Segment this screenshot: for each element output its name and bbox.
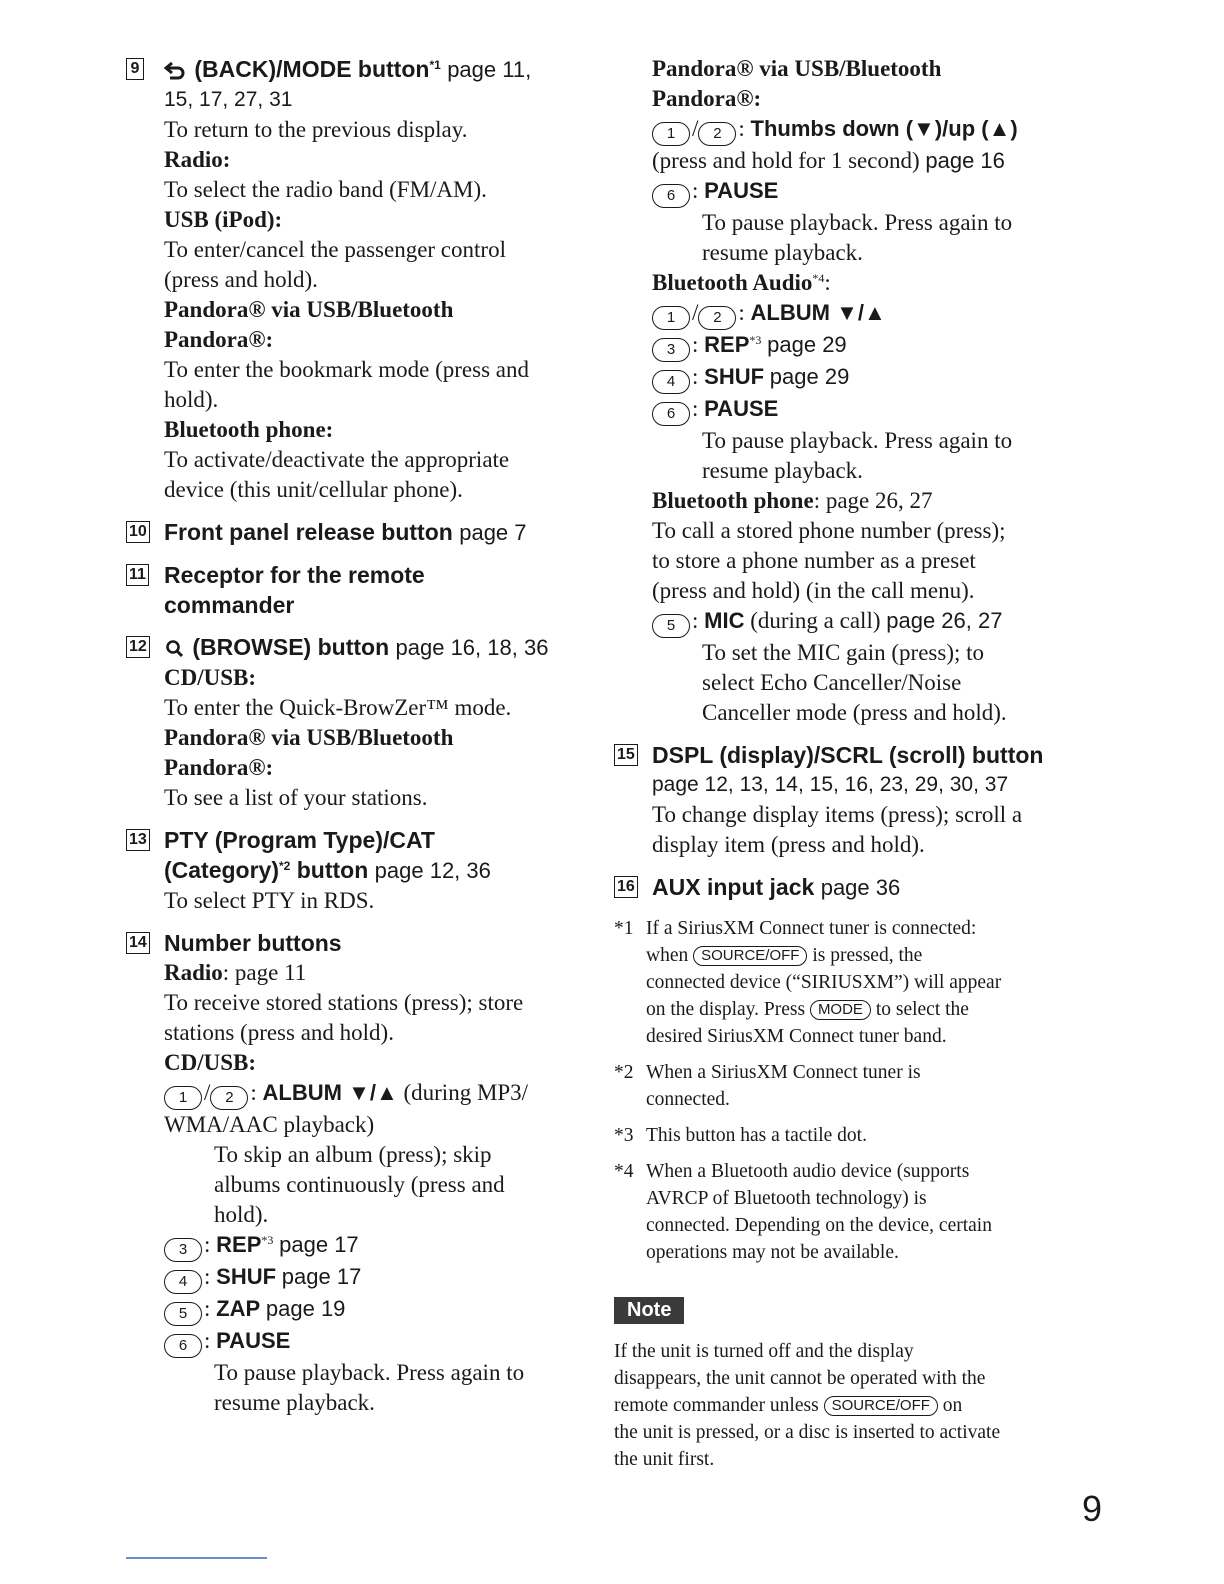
- item-number: 11: [126, 564, 149, 586]
- footnote-2: *2 When a SiriusXM Connect tuner is connected.: [614, 1062, 921, 1110]
- item-12: 12 (BROWSE) button page 16, 18, 36 CD/USB: To enter the Quick-BrowZer™ mode. Pandora® via USB/Bluetooth Pandora®: To see a list of your stations.: [126, 632, 566, 813]
- page-number: 9: [1081, 1488, 1102, 1529]
- item-number: 16: [614, 876, 638, 898]
- item-number: 10: [126, 521, 150, 543]
- item-11: 11 Receptor for the remote commander: [126, 560, 566, 620]
- footnote-4: *4 When a Bluetooth audio device (supports AVRCP of Bluetooth technology) is connected. Depending on the device, certain operations may not be available.: [614, 1161, 992, 1263]
- bottom-divider: [126, 1557, 267, 1559]
- item-15: 15 DSPL (display)/SCRL (scroll) button page 12, 13, 14, 15, 16, 23, 29, 30, 37 To change display items (press); scroll a display item (press and hold).: [614, 740, 1054, 860]
- item-9: 9 (BACK)/MODE button$^{*1}$ page 11, 15, 17, 27, 31 To return to the previous display. Radio: To select the radio band (FM/AM). USB (iPod): To enter/cancel the passenger control (press and hold). Pandora® via USB/Bluetooth Pandora®: To enter the bookmark mode (press and hold). Bluetooth phone: To activate/deactivate the appropriate device (this unit/cellular phone).: [126, 54, 566, 505]
- button-5-symbol: 5: [164, 1302, 202, 1326]
- item-13: 13 PTY (Program Type)/CAT (Category)$^{*2}$ button page 12, 36 To select PTY in RDS.: [126, 825, 566, 916]
- item-14: 14 Number buttons Radio: page 11 To receive stored stations (press); store stations (press and hold). CD/USB: 1 / 2 : ALBUM ▼/▲ (during MP3/ WMA/AAC playback) To skip an album (press); skip albums continuously (press and hold). 3 : REP$^{*3}$ page 17 4 : SHUF page 17 5 : ZAP page 19 6 : PAUSE To pause playback. Press again to resume playback.: [126, 928, 566, 1418]
- left-column: [126, 54, 566, 1430]
- button-6-symbol: 6: [164, 1334, 202, 1358]
- button-4-symbol: 4: [164, 1270, 202, 1294]
- note-label: Note: [614, 1297, 684, 1324]
- button-2-symbol: 2: [210, 1086, 248, 1110]
- item-number: 14: [126, 932, 150, 954]
- source-off-button-symbol: SOURCE/OFF: [693, 946, 807, 966]
- item-number: 13: [126, 829, 150, 851]
- item-number: 15: [614, 744, 638, 766]
- footnote-3: *3 This button has a tactile dot.: [614, 1125, 867, 1146]
- note-text: If the unit is turned off and the display disappears, the unit cannot be operated with the remote commander unless SOURCE/OFF on the unit is pressed, or a disc is inserted to activate the unit first.: [614, 1341, 1001, 1470]
- item-number: 9: [126, 58, 144, 80]
- item-title: (BACK)/MODE button$^{*1}$ page 11,: [164, 54, 566, 85]
- footnote-1: *1 If a SiriusXM Connect tuner is connected: when SOURCE/OFF is pressed, the connected device (“SIRIUSXM”) will appear on the display. Press MODE to select the desired SiriusXM Connect tuner band.: [614, 918, 1002, 1047]
- source-off-button-symbol: SOURCE/OFF: [824, 1396, 938, 1416]
- item-10: 10 Front panel release button page 7: [126, 517, 566, 548]
- button-1-symbol: 1: [164, 1086, 202, 1110]
- mode-button-symbol: MODE: [810, 1000, 871, 1020]
- footnotes: [614, 915, 1054, 1266]
- item-16: 16 AUX input jack page 36: [614, 872, 1054, 903]
- search-icon: [164, 638, 186, 658]
- right-column: [614, 54, 1054, 1473]
- button-3-symbol: 3: [164, 1238, 202, 1262]
- item-14-continued: Pandora® via USB/Bluetooth Pandora®: 1 / 2 : Thumbs down (▼)/up (▲) (press and hold for 1 second) page 16 6 : PAUSE To pause playback. Press again to resume playback. Bluetooth Audio$^{*4}$: 1 / 2 : ALBUM ▼/▲ 3 : REP$^{*3}$ page 29 4 : SHUF page 29 6 : PAUSE To pause playback. Press again to resume playback. Bluetooth phone: page 26, 27 To call a stored phone number (press); to store a phone number as a preset (press and hold) (in the call menu). 5 : MIC (during a call) page 26, 27 To set the MIC gain (press); to select Echo Canceller/Noise Canceller mode (press and hold).: [652, 56, 1018, 725]
- item-number: 12: [126, 636, 150, 658]
- back-arrow-icon: [164, 60, 188, 80]
